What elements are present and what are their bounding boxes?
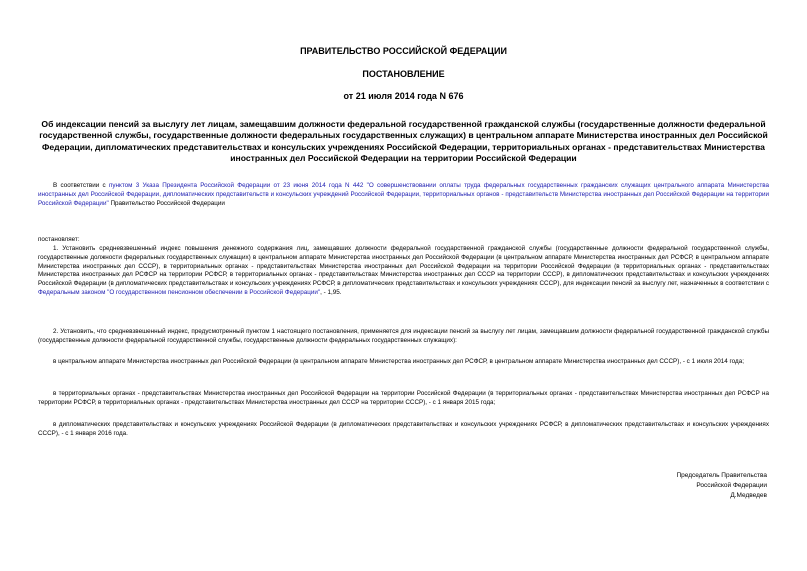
- item-2-paragraph: 2. Установить, что средневзвешенный индекс, предусмотренный пунктом 1 настоящего постановления, применяется для индексации пенсий за выслугу лет лицам, замещавшим должности федеральной государственной гражданской службы (государственные должности федеральной государственной службы, государственные должности федеральных государственных служащих):: [38, 328, 769, 344]
- document-title: Об индексации пенсий за выслугу лет лицам, замещавшим должности федеральной государственной гражданской службы (государственные должности федеральной государственной службы, государственные должности федеральных государственных служащих) в центральном аппарате Министерства иностранных дел Российской Федерации, дипломатических представительствах и консульских учреждениях Российской Федерации, территориальных органах - представительствах Министерства иностранных дел Российской Федерации на территории Российской Федерации: [39, 119, 768, 164]
- signature-position: Председатель Правительства: [676, 472, 767, 479]
- intro-text-pre: В соответствии с: [53, 182, 109, 189]
- item-1-paragraph: [38, 245, 769, 298]
- item-1-text-pre: 1. Установить средневзвешенный индекс повышения денежного содержания лиц, замещавших должности федеральной государственной гражданской службы (государственные должности федеральной государственной службы, государственные должности федеральных государственных служащих) в центральном аппарате Министерства иностранных дел Российской Федерации (в центральном аппарате Министерства иностранных дел РСФСР, в центральном аппарате Министерства иностранных дел СССР), в территориальных органах - представительствах Министерства иностранных дел Российской Федерации на территории Российской Федерации (в территориальных органах - представительствах Министерства иностранных дел РСФСР на территории РСФСР, в территориальных органах - представительствах Министерства иностранных дел СССР на территории СССР), в дипломатических представительствах и консульских учреждениях Российской Федерации (в дипломатических представительствах и консульских учреждениях РСФСР, в дипломатических представительствах и консульских учреждениях СССР), для индексации пенсий за выслугу лет, назначенных в соответствии с: [38, 245, 769, 288]
- item-1-text-post: , - 1,95.: [320, 288, 342, 296]
- pension-law-link[interactable]: Федеральным законом "О государственном пенсионном обеспечении в Российской Федерации": [38, 288, 321, 296]
- decree-442-link[interactable]: пунктом 3 Указа Президента Российской Федерации от 23 июня 2014 года N 442 "О совершенствовании оплаты труда федеральных государственных гражданских служащих центрального аппарата Министерства иностранных дел Российской Федерации, дипломатических представительств и консульских учреждений Российской Федерации, территориальных органов - представительств Министерства иностранных дел Российской Федерации на территории Российской Федерации": [38, 182, 769, 207]
- intro-text-post: Правительство Российской Федерации: [108, 199, 225, 207]
- sub-item-central-office: в центральном аппарате Министерства иностранных дел Российской Федерации (в центральном аппарате Министерства иностранных дел РСФСР, в центральном аппарате Министерства иностранных дел СССР), - с 1 июля 2014 года;: [53, 358, 744, 365]
- signature-organization: Российской Федерации: [696, 482, 767, 489]
- decree-word: постановляет:: [38, 236, 80, 243]
- intro-paragraph: [38, 182, 769, 208]
- signature-name: Д.Медведев: [730, 492, 767, 499]
- document-type-heading: ПОСТАНОВЛЕНИЕ: [362, 69, 445, 79]
- sub-item-diplomatic-missions: в дипломатических представительствах и консульских учреждениях Российской Федерации (в дипломатических представительствах и консульских учреждениях РСФСР, в дипломатических представительствах и консульских учреждениях СССР), - с 1 января 2016 года.: [38, 421, 769, 437]
- government-heading: ПРАВИТЕЛЬСТВО РОССИЙСКОЙ ФЕДЕРАЦИИ: [300, 46, 507, 56]
- document-date-number: от 21 июля 2014 года N 676: [343, 91, 464, 101]
- sub-item-territorial-bodies: в территориальных органах - представительствах Министерства иностранных дел Российской Федерации на территории Российской Федерации (в территориальных органах - представительствах Министерства иностранных дел РСФСР на территории РСФСР, в территориальных органах - представительствах Министерства иностранных дел СССР на территории СССР), - с 1 января 2015 года;: [38, 390, 769, 406]
